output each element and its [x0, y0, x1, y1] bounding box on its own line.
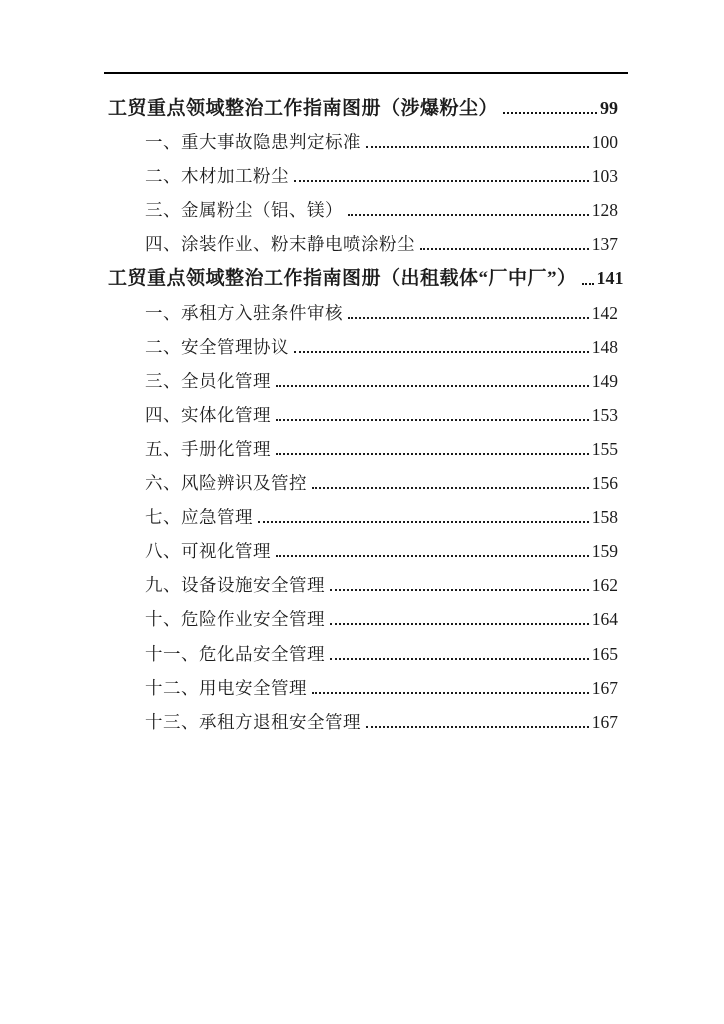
- toc-entry-row: [108, 398, 618, 432]
- toc-entry-page-number: 159: [591, 541, 618, 562]
- toc-entry-label: 十二、用电安全管理: [145, 677, 307, 698]
- toc-entry-row: [108, 534, 618, 568]
- toc-entry-row: [108, 568, 618, 602]
- table-of-contents: [108, 91, 624, 739]
- toc-entry-row: [108, 193, 618, 227]
- toc-entry-label: 二、木材加工粉尘: [145, 166, 289, 187]
- toc-entry-row: [108, 364, 618, 398]
- dot-leader: [582, 283, 594, 285]
- toc-entry-page-number: 164: [591, 609, 618, 630]
- dot-leader: [330, 658, 589, 660]
- dot-leader: [294, 351, 589, 353]
- toc-entry-page-number: 149: [591, 370, 618, 391]
- dot-leader: [330, 589, 589, 591]
- toc-section-title-row: [108, 261, 624, 295]
- dot-leader: [276, 555, 589, 557]
- toc-entry-label: 七、应急管理: [145, 507, 253, 528]
- toc-entry-page-number: 153: [591, 404, 618, 425]
- toc-section-title: 工贸重点领域整治工作指南图册（出租载体“厂中厂”）: [108, 268, 577, 290]
- dot-leader: [366, 146, 589, 148]
- toc-entry-row: [108, 602, 618, 636]
- toc-entry-page-number: 158: [591, 507, 618, 528]
- toc-entry-page-number: 100: [591, 132, 618, 153]
- dot-leader: [348, 317, 589, 319]
- toc-entry-page-number: 155: [591, 438, 618, 459]
- dot-leader: [276, 385, 589, 387]
- toc-entry-page-number: 167: [591, 677, 618, 698]
- toc-entry-page-number: 156: [591, 473, 618, 494]
- toc-entry-row: [108, 671, 618, 705]
- toc-entry-label: 二、安全管理协议: [145, 336, 289, 357]
- toc-section-page-number: 99: [600, 98, 618, 118]
- toc-entry-label: 十一、危化品安全管理: [145, 643, 325, 664]
- dot-leader: [276, 419, 589, 421]
- dot-leader: [503, 112, 597, 114]
- toc-entry-page-number: 128: [591, 200, 618, 221]
- dot-leader: [330, 623, 589, 625]
- toc-entry-label: 三、全员化管理: [145, 370, 271, 391]
- toc-entry-label: 三、金属粉尘（铝、镁）: [145, 200, 343, 221]
- toc-entry-page-number: 165: [591, 643, 618, 664]
- toc-entry-row: [108, 637, 618, 671]
- toc-entry-page-number: 148: [591, 336, 618, 357]
- header-rule: [104, 72, 628, 74]
- toc-entry-page-number: 142: [591, 302, 618, 323]
- toc-entry-label: 十、危险作业安全管理: [145, 609, 325, 630]
- toc-entry-row: [108, 296, 618, 330]
- toc-entry-row: [108, 159, 618, 193]
- dot-leader: [312, 487, 589, 489]
- toc-entry-row: [108, 330, 618, 364]
- toc-entry-page-number: 162: [591, 575, 618, 596]
- toc-entry-row: [108, 466, 618, 500]
- dot-leader: [312, 692, 589, 694]
- toc-entry-label: 一、承租方入驻条件审核: [145, 302, 343, 323]
- toc-entry-row: [108, 227, 618, 261]
- toc-entry-label: 九、设备设施安全管理: [145, 575, 325, 596]
- toc-entry-row: [108, 432, 618, 466]
- toc-entry-page-number: 137: [591, 234, 618, 255]
- toc-entry-label: 十三、承租方退租安全管理: [145, 711, 361, 732]
- dot-leader: [276, 453, 589, 455]
- toc-section-title: 工贸重点领域整治工作指南图册（涉爆粉尘）: [108, 98, 499, 119]
- dot-leader: [258, 521, 589, 523]
- dot-leader: [366, 726, 589, 728]
- toc-entry-label: 一、重大事故隐患判定标准: [145, 132, 361, 153]
- toc-entry-page-number: 167: [591, 711, 618, 732]
- toc-entry-row: [108, 500, 618, 534]
- toc-entry-label: 八、可视化管理: [145, 541, 271, 562]
- toc-entry-page-number: 103: [591, 166, 618, 187]
- toc-entry-row: [108, 125, 618, 159]
- dot-leader: [294, 180, 589, 182]
- toc-entry-label: 四、实体化管理: [145, 404, 271, 425]
- toc-section-page-number: 141: [596, 268, 624, 289]
- toc-entry-label: 四、涂装作业、粉末静电喷涂粉尘: [145, 234, 415, 255]
- toc-entry-label: 六、风险辨识及管控: [145, 473, 307, 494]
- toc-entry-label: 五、手册化管理: [145, 438, 271, 459]
- toc-entry-row: [108, 705, 618, 739]
- dot-leader: [348, 214, 589, 216]
- toc-section-title-row: [108, 91, 618, 125]
- dot-leader: [420, 248, 589, 250]
